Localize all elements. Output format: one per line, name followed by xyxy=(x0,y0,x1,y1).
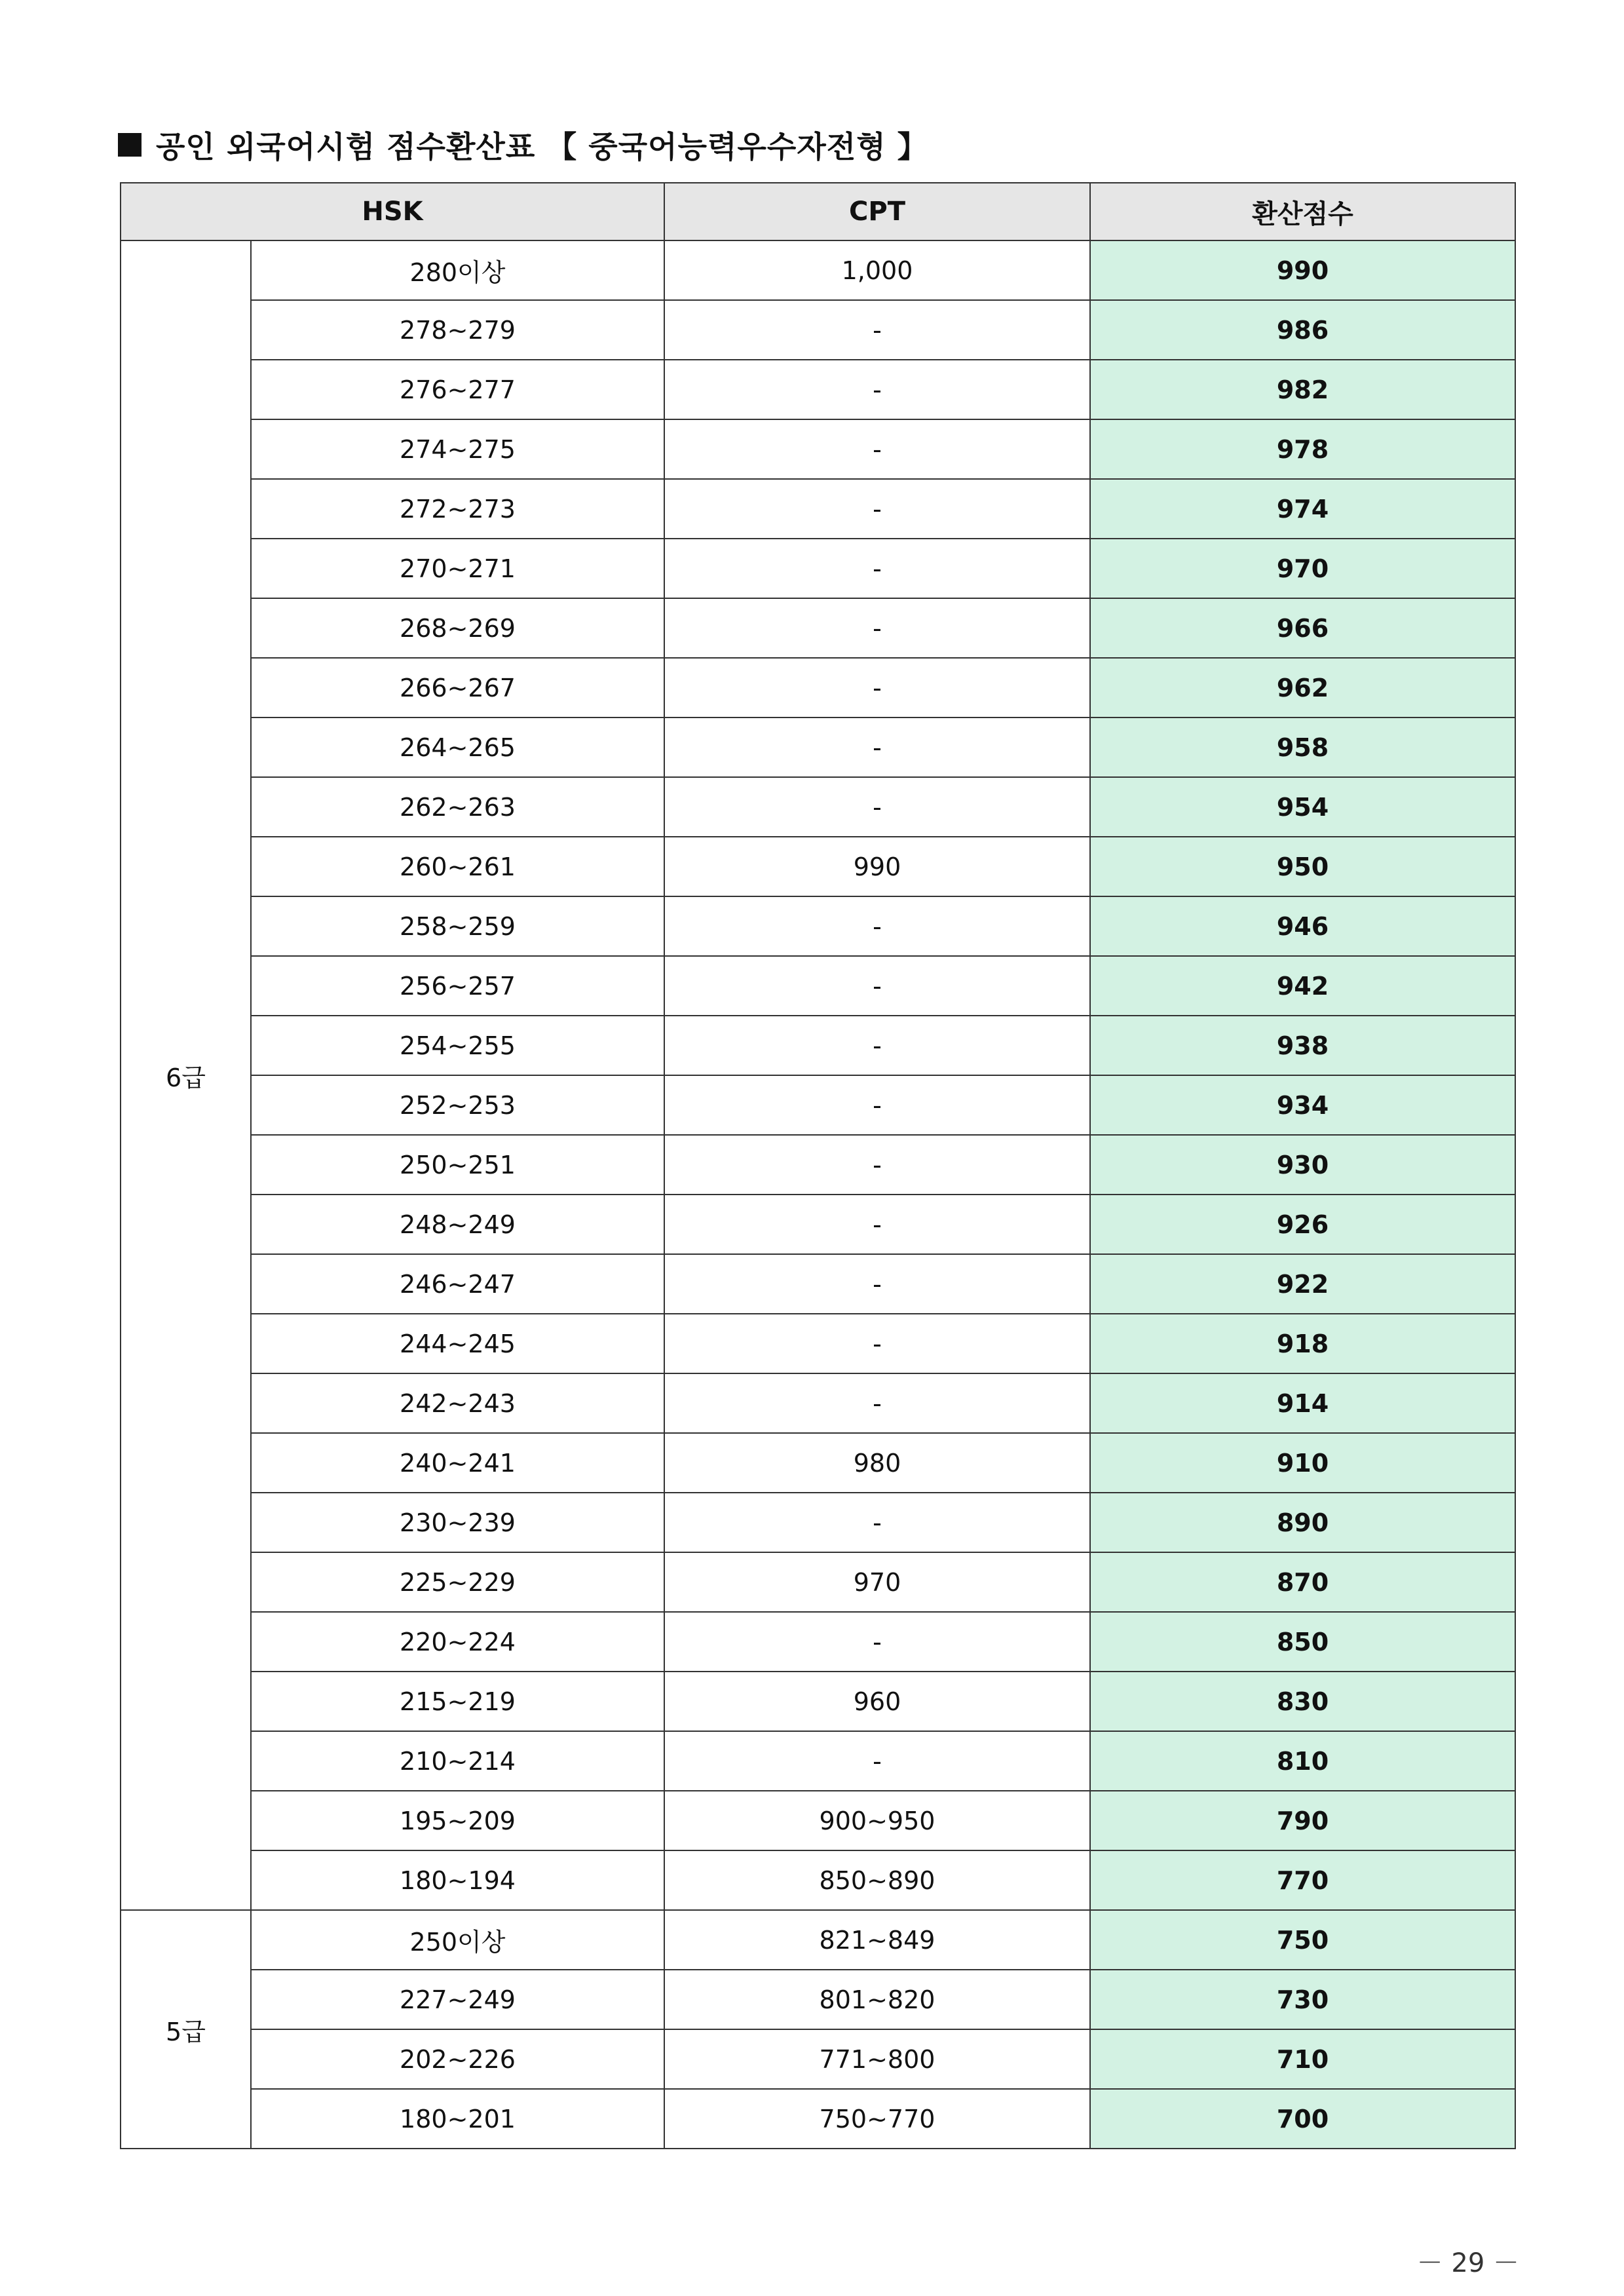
table-row xyxy=(121,360,1515,419)
converted-score-cell: 974 xyxy=(1090,479,1515,539)
black-square-icon xyxy=(118,133,142,157)
cpt-cell: - xyxy=(664,1016,1090,1075)
cpt-cell: - xyxy=(664,777,1090,837)
converted-score-cell: 830 xyxy=(1090,1672,1515,1731)
cpt-cell: 900~950 xyxy=(664,1791,1090,1850)
header-hsk: HSK xyxy=(121,183,664,240)
converted-score-cell: 810 xyxy=(1090,1731,1515,1791)
cpt-cell: - xyxy=(664,598,1090,658)
converted-score-cell: 700 xyxy=(1090,2089,1515,2149)
table-row xyxy=(121,956,1515,1016)
cpt-cell: 801~820 xyxy=(664,1970,1090,2029)
converted-score-cell: 914 xyxy=(1090,1373,1515,1433)
cpt-cell: - xyxy=(664,1314,1090,1373)
table-row xyxy=(121,718,1515,777)
hsk-cell: 250~251 xyxy=(251,1135,664,1195)
table-row xyxy=(121,1850,1515,1910)
converted-score-cell: 870 xyxy=(1090,1552,1515,1612)
hsk-cell: 276~277 xyxy=(251,360,664,419)
table-row xyxy=(121,1493,1515,1552)
converted-score-cell: 850 xyxy=(1090,1612,1515,1672)
converted-score-cell: 790 xyxy=(1090,1791,1515,1850)
converted-score-cell: 950 xyxy=(1090,837,1515,896)
score-conversion-table xyxy=(120,182,1516,2149)
table-row xyxy=(121,1373,1515,1433)
page-title-text: 공인 외국어시험 점수환산표 【 중국어능력우수자전형 】 xyxy=(156,129,928,164)
header-cpt: CPT xyxy=(664,183,1090,240)
table-row xyxy=(121,240,1515,300)
cpt-cell: - xyxy=(664,1254,1090,1314)
table-row xyxy=(121,539,1515,598)
hsk-cell: 210~214 xyxy=(251,1731,664,1791)
hsk-cell: 272~273 xyxy=(251,479,664,539)
converted-score-cell: 918 xyxy=(1090,1314,1515,1373)
table-row xyxy=(121,896,1515,956)
hsk-cell: 262~263 xyxy=(251,777,664,837)
hsk-cell: 220~224 xyxy=(251,1612,664,1672)
table-row xyxy=(121,1135,1515,1195)
cpt-cell: 750~770 xyxy=(664,2089,1090,2149)
table-row xyxy=(121,1731,1515,1791)
table-row xyxy=(121,1970,1515,2029)
cpt-cell: - xyxy=(664,658,1090,718)
table-row xyxy=(121,1612,1515,1672)
converted-score-cell: 982 xyxy=(1090,360,1515,419)
hsk-cell: 248~249 xyxy=(251,1195,664,1254)
table-body xyxy=(121,240,1515,2149)
converted-score-cell: 954 xyxy=(1090,777,1515,837)
hsk-cell: 268~269 xyxy=(251,598,664,658)
cpt-cell: - xyxy=(664,1493,1090,1552)
cpt-cell: - xyxy=(664,419,1090,479)
table-row xyxy=(121,598,1515,658)
cpt-cell: - xyxy=(664,1195,1090,1254)
converted-score-cell: 986 xyxy=(1090,300,1515,360)
hsk-cell: 230~239 xyxy=(251,1493,664,1552)
converted-score-cell: 990 xyxy=(1090,240,1515,300)
converted-score-cell: 934 xyxy=(1090,1075,1515,1135)
cpt-cell: 970 xyxy=(664,1552,1090,1612)
converted-score-cell: 978 xyxy=(1090,419,1515,479)
cpt-cell: - xyxy=(664,1075,1090,1135)
table-row xyxy=(121,2029,1515,2089)
cpt-cell: - xyxy=(664,1373,1090,1433)
hsk-cell: 180~194 xyxy=(251,1850,664,1910)
hsk-cell: 274~275 xyxy=(251,419,664,479)
hsk-cell: 202~226 xyxy=(251,2029,664,2089)
hsk-cell: 180~201 xyxy=(251,2089,664,2149)
table-row xyxy=(121,658,1515,718)
cpt-cell: 771~800 xyxy=(664,2029,1090,2089)
converted-score-cell: 962 xyxy=(1090,658,1515,718)
table-row xyxy=(121,479,1515,539)
table-row xyxy=(121,419,1515,479)
header-converted-score: 환산점수 xyxy=(1090,183,1515,240)
cpt-cell: - xyxy=(664,956,1090,1016)
table-row xyxy=(121,1075,1515,1135)
table-row xyxy=(121,2089,1515,2149)
hsk-cell: 227~249 xyxy=(251,1970,664,2029)
table-row xyxy=(121,300,1515,360)
converted-score-cell: 942 xyxy=(1090,956,1515,1016)
hsk-cell: 270~271 xyxy=(251,539,664,598)
cpt-cell: - xyxy=(664,1135,1090,1195)
cpt-cell: 990 xyxy=(664,837,1090,896)
grade-cell: 6급 xyxy=(121,240,251,1910)
table-row xyxy=(121,1016,1515,1075)
table-row xyxy=(121,777,1515,837)
hsk-cell: 280이상 xyxy=(251,240,664,300)
cpt-cell: - xyxy=(664,1612,1090,1672)
hsk-cell: 260~261 xyxy=(251,837,664,896)
converted-score-cell: 938 xyxy=(1090,1016,1515,1075)
table-row xyxy=(121,1552,1515,1612)
cpt-cell: 1,000 xyxy=(664,240,1090,300)
hsk-cell: 195~209 xyxy=(251,1791,664,1850)
table-row xyxy=(121,1672,1515,1731)
table-row xyxy=(121,1314,1515,1373)
hsk-cell: 240~241 xyxy=(251,1433,664,1493)
table-header-row xyxy=(121,183,1515,240)
converted-score-cell: 922 xyxy=(1090,1254,1515,1314)
hsk-cell: 258~259 xyxy=(251,896,664,956)
cpt-cell: - xyxy=(664,300,1090,360)
hsk-cell: 264~265 xyxy=(251,718,664,777)
page-title xyxy=(118,123,928,166)
hsk-cell: 266~267 xyxy=(251,658,664,718)
converted-score-cell: 910 xyxy=(1090,1433,1515,1493)
cpt-cell: - xyxy=(664,1731,1090,1791)
converted-score-cell: 930 xyxy=(1090,1135,1515,1195)
converted-score-cell: 770 xyxy=(1090,1850,1515,1910)
table-row xyxy=(121,1433,1515,1493)
hsk-cell: 215~219 xyxy=(251,1672,664,1731)
cpt-cell: 980 xyxy=(664,1433,1090,1493)
hsk-cell: 246~247 xyxy=(251,1254,664,1314)
table-row xyxy=(121,1195,1515,1254)
hsk-cell: 250이상 xyxy=(251,1910,664,1970)
cpt-cell: 960 xyxy=(664,1672,1090,1731)
converted-score-cell: 926 xyxy=(1090,1195,1515,1254)
converted-score-cell: 946 xyxy=(1090,896,1515,956)
cpt-cell: - xyxy=(664,718,1090,777)
cpt-cell: - xyxy=(664,896,1090,956)
table-row xyxy=(121,1910,1515,1970)
table-row xyxy=(121,1254,1515,1314)
cpt-cell: 821~849 xyxy=(664,1910,1090,1970)
hsk-cell: 242~243 xyxy=(251,1373,664,1433)
hsk-cell: 256~257 xyxy=(251,956,664,1016)
page-number: － 29 － xyxy=(1416,2248,1519,2278)
converted-score-cell: 730 xyxy=(1090,1970,1515,2029)
grade-cell: 5급 xyxy=(121,1910,251,2149)
converted-score-cell: 970 xyxy=(1090,539,1515,598)
cpt-cell: - xyxy=(664,539,1090,598)
converted-score-cell: 958 xyxy=(1090,718,1515,777)
hsk-cell: 244~245 xyxy=(251,1314,664,1373)
converted-score-cell: 750 xyxy=(1090,1910,1515,1970)
converted-score-cell: 890 xyxy=(1090,1493,1515,1552)
hsk-cell: 252~253 xyxy=(251,1075,664,1135)
cpt-cell: 850~890 xyxy=(664,1850,1090,1910)
cpt-cell: - xyxy=(664,360,1090,419)
hsk-cell: 225~229 xyxy=(251,1552,664,1612)
converted-score-cell: 710 xyxy=(1090,2029,1515,2089)
hsk-cell: 254~255 xyxy=(251,1016,664,1075)
table-row xyxy=(121,1791,1515,1850)
cpt-cell: - xyxy=(664,479,1090,539)
table-row xyxy=(121,837,1515,896)
converted-score-cell: 966 xyxy=(1090,598,1515,658)
hsk-cell: 278~279 xyxy=(251,300,664,360)
